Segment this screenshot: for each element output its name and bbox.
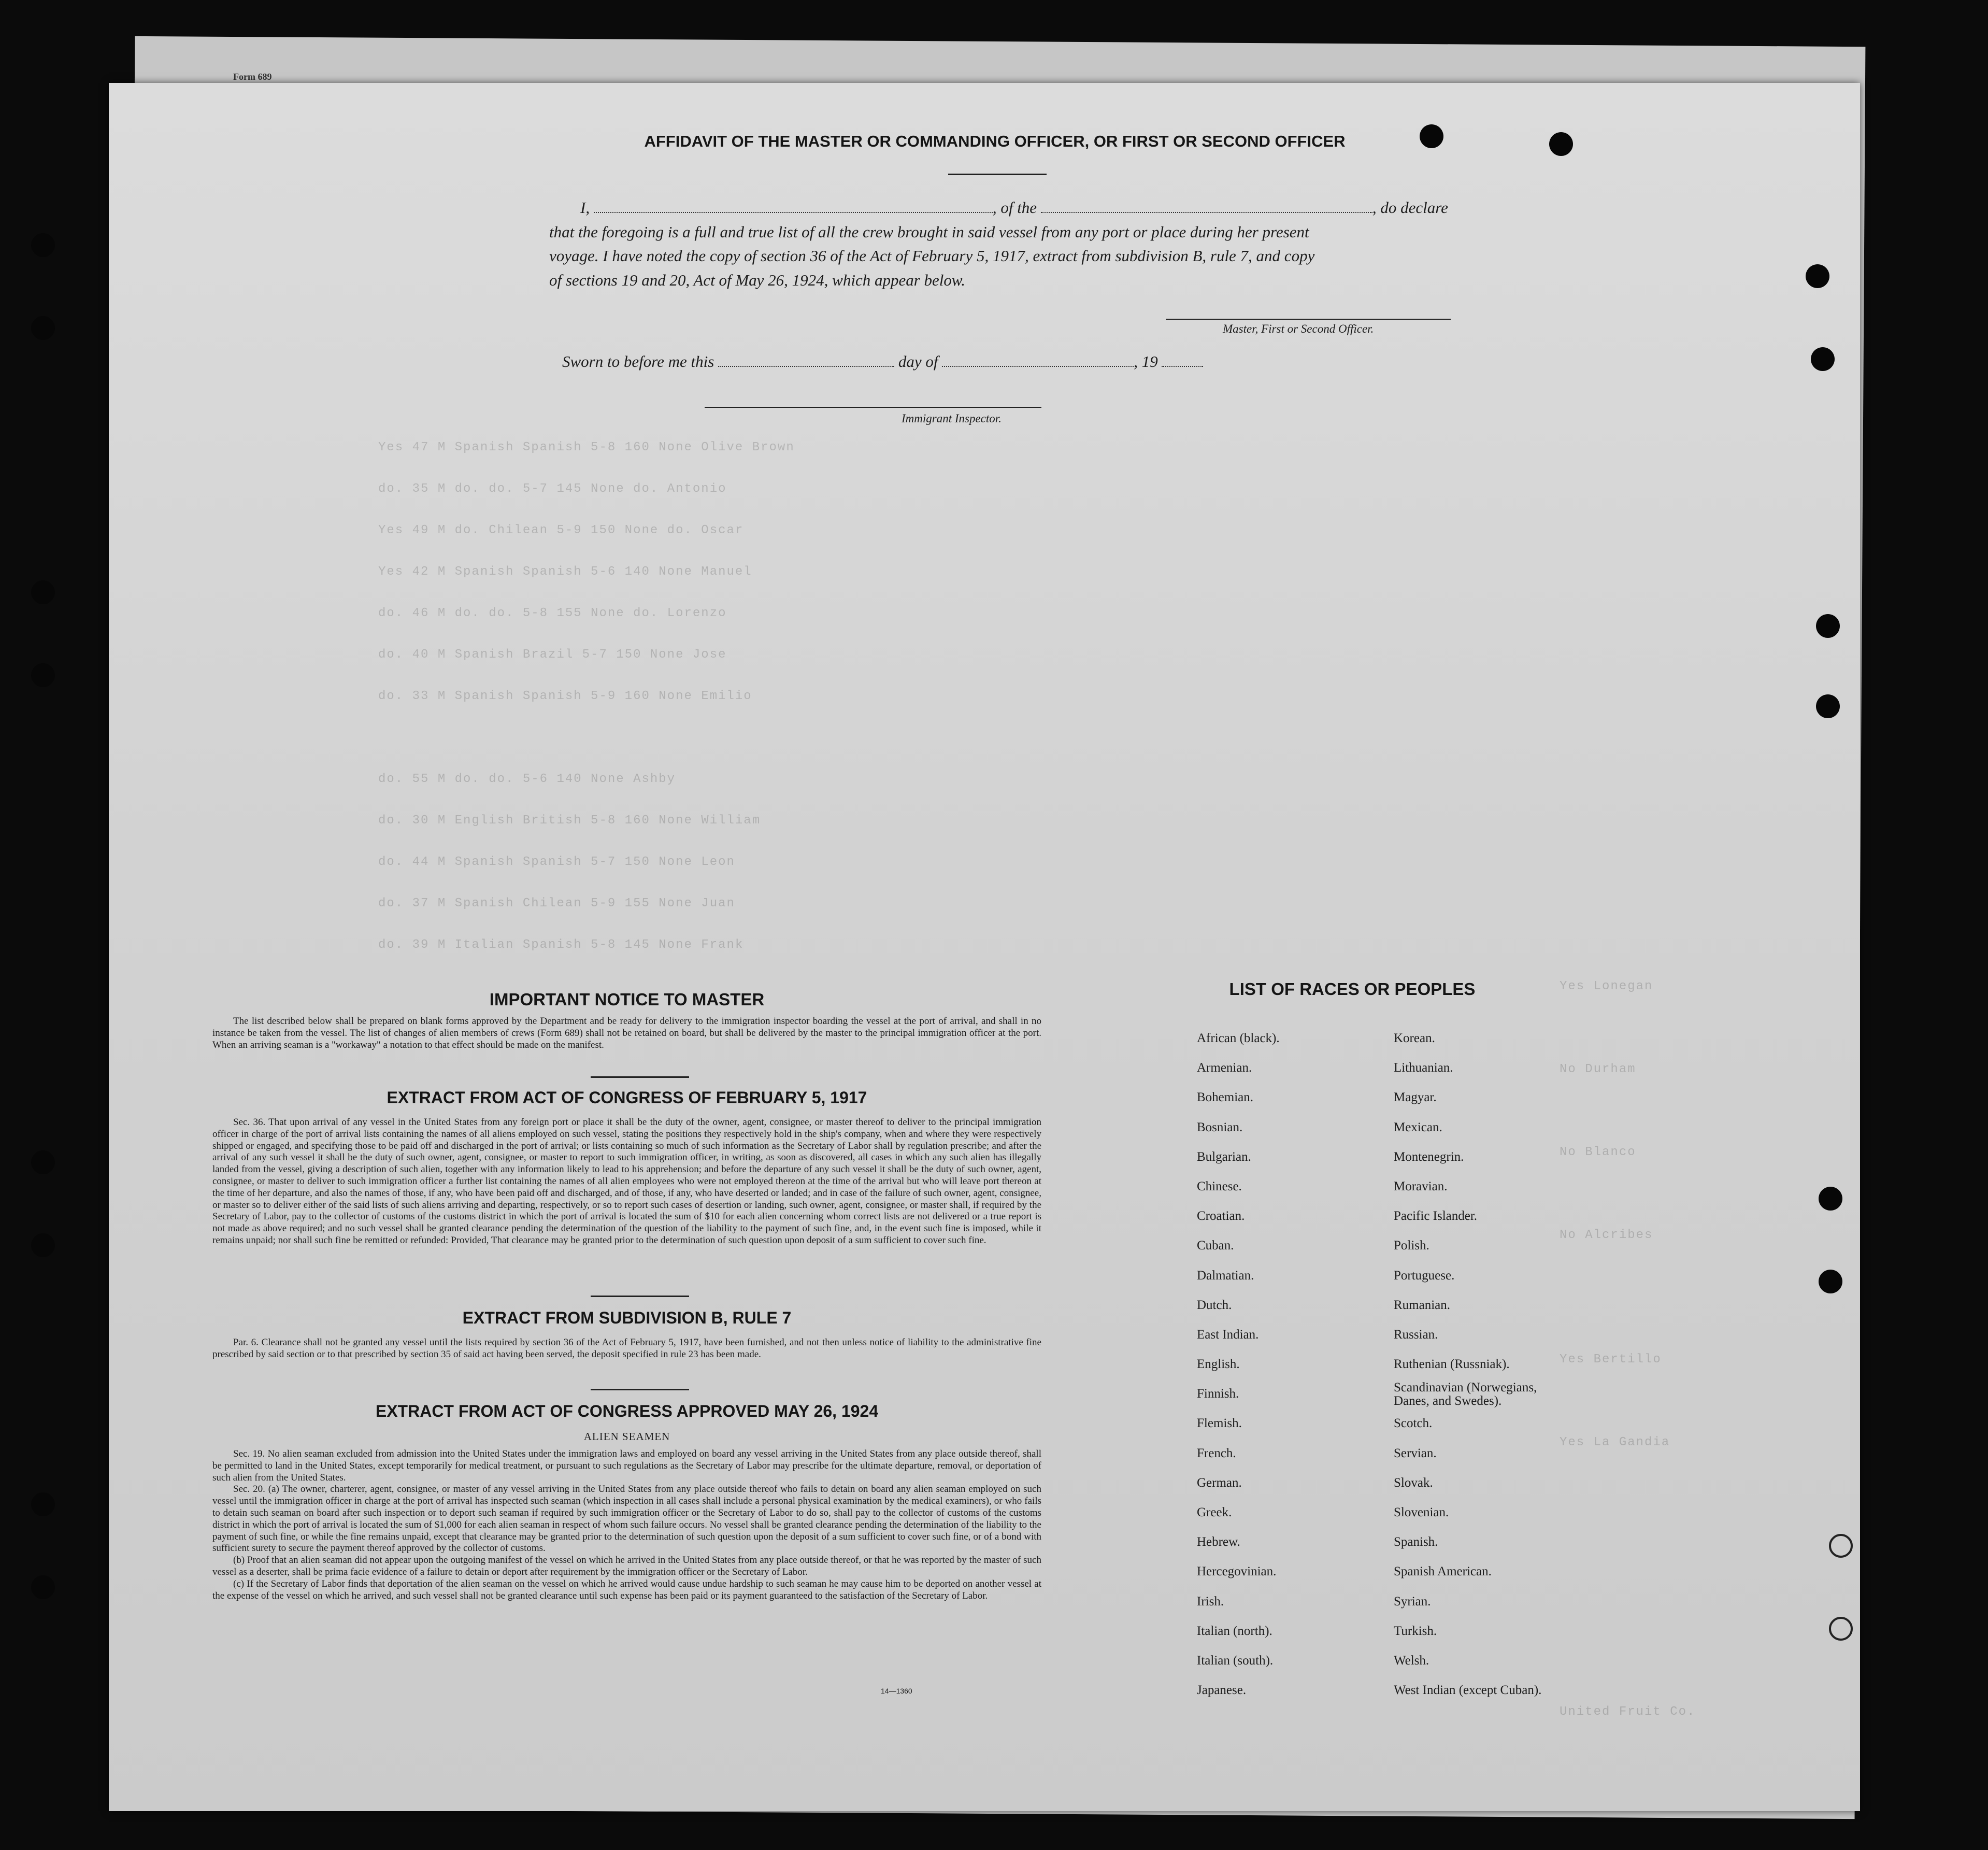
races-title: LIST OF RACES OR PEOPLES: [1229, 979, 1476, 999]
binding-hole: [31, 580, 55, 604]
notice-body: The list described below shall be prepared on blank forms approved by the Department and be ready for delivery to the immigration inspector boarding the vessel at the port of arrival, and shall in no instance be taken from the vessel. The list of changes of alien members of crews (Form 689) shall not be retained on board, but shall be delivered by the master to the principal immigration officer at the port. When an arriving seaman is a "workaway" a notation to that effect should be made on the manifest.: [212, 1016, 1041, 1050]
race-item: German.: [1197, 1475, 1242, 1490]
affidavit-declare: , do declare: [1372, 198, 1448, 217]
race-item: Scandinavian (Norwegians, Danes, and Swedes).: [1394, 1381, 1537, 1408]
subdiv-b-title: EXTRACT FROM SUBDIVISION B, RULE 7: [462, 1308, 792, 1327]
notice-title: IMPORTANT NOTICE TO MASTER: [489, 990, 765, 1009]
title-rule: [948, 174, 1047, 175]
race-item: Portuguese.: [1394, 1268, 1455, 1283]
month-blank: [942, 365, 1134, 367]
binding-hole: [1816, 614, 1840, 638]
race-item: English.: [1197, 1357, 1240, 1372]
binding-hole: [31, 1492, 55, 1516]
section-rule: [591, 1076, 689, 1078]
subdiv-b-body: Par. 6. Clearance shall not be granted any vessel until the lists required by section 36 of the Act of February 5, 1917, have been furnished, and not then unless notice of liability to the administrative fine prescribed by said section or to that prescribed by section 35 of said act having been served, the deposit specified in rule 23 has been made.: [212, 1337, 1041, 1360]
extract-1917-body: Sec. 36. That upon arrival of any vessel in the United States from any foreign port or place it shall be the duty of the owner, agent, consignee, or master thereof to deliver to the principal immigration officer in charge of the port of arrival lists containing the names of all aliens employed on such vessel, stating the positions they respectively hold in the ship's company, when and where they were respectively shipped or engaged, and specifying those to be paid off and discharged in the port of arrival; or lists containing so much of such information as the Secretary of Labor shall by regulation prescribe; and after the arrival of any such vessel it shall be the duty of such owner, agent, consignee, or master to report to such immigration officer, in writing, as soon as discovered, all cases in which any such alien has illegally landed from the vessel, giving a description of such alien, together with any information likely to lead to his apprehension; and before the departure of any such vessel it shall be the duty of such owner, agent, consignee, or master to deliver to such immigration officer a further list containing the names of all alien employees who were not employed thereon at the time of the arrival but who will leave port thereon at the time of her departure, and also the names of those, if any, who have been paid off and discharged, and of those, if any, who have deserted or landed; and in case of the failure of such owner, agent, consignee, or master so to deliver either of the said lists of such aliens arriving and departing, respectively, or so to report such cases of desertion or landing, such owner, agent, consignee, or master shall, if required by the Secretary of Labor, pay to the collector of customs of the customs district in which the port of arrival is located the sum of $10 for each alien concerning whom correct lists are not delivered or a true report is not made as above required; and no such vessel shall be granted clearance pending the determination of the question of the liability to the payment of such fine, and, in the event such fine is imposed, while it remains unpaid; nor shall such fine be remitted or refunded: Provided, That clearance may be granted prior to the determination of such question upon deposit of a sum sufficient to cover such fine.: [212, 1117, 1041, 1246]
races-list-right: [1394, 1023, 1565, 1705]
binding-hole: [31, 1575, 55, 1599]
race-item: Servian.: [1394, 1446, 1437, 1460]
race-item: Russian.: [1394, 1327, 1438, 1342]
binding-hole: [31, 316, 55, 340]
section-rule: [591, 1296, 689, 1297]
binding-hole: [31, 1233, 55, 1257]
binding-hole: [1420, 124, 1443, 148]
master-label: Master, First or Second Officer.: [1223, 322, 1374, 335]
inspector-signature-line: [705, 407, 1041, 408]
section-20a: Sec. 20. (a) The owner, charterer, agent, consignee, or master of any vessel arriving in the United States from any place outside thereof who fails to detain on board any alien seaman employed on such vessel until the immigration officer in charge at the port of arrival has inspected such seaman (which inspection in all cases shall include a personal physical examination by the medical examiners), or who fails to detain such seaman on board after such inspection or to deport such seaman if required by such immigration officer or the Secretary of Labor to do so, shall pay to the collector of customs of the customs district in which the port of arrival is located the sum of $1,000 for each alien seaman in respect of whom such failure occurs. No vessel shall be granted clearance pending the determination of the liability to the payment of such fine, or while the fine remains unpaid, except that clearance may be granted prior to the determination of such question upon the deposit of a sum sufficient to cover such fine, or of a bond with sufficient surety to secure the payment thereof approved by the collector of customs.: [212, 1484, 1041, 1554]
inspector-label: Immigrant Inspector.: [902, 412, 1002, 425]
race-item: Finnish.: [1197, 1387, 1239, 1401]
race-item: Hebrew.: [1197, 1535, 1240, 1549]
year-blank: [1162, 365, 1203, 367]
name-blank: [594, 211, 993, 213]
race-item: Lithuanian.: [1394, 1061, 1453, 1075]
binding-hole: [1819, 1187, 1842, 1211]
year-prefix: , 19: [1134, 352, 1158, 371]
binding-hole: [1816, 694, 1840, 718]
form-number: Form 689: [233, 72, 272, 82]
race-item: Syrian.: [1394, 1594, 1431, 1609]
master-signature-line: [1166, 319, 1451, 320]
affidavit-title: AFFIDAVIT OF THE MASTER OR COMMANDING OFFICER, OR FIRST OR SECOND OFFICER: [644, 132, 1346, 150]
binding-hole: [31, 233, 55, 257]
race-item: Rumanian.: [1394, 1298, 1451, 1312]
race-item: Bohemian.: [1197, 1090, 1254, 1105]
race-item: Scotch.: [1394, 1416, 1433, 1431]
race-item: Japanese.: [1197, 1683, 1247, 1698]
race-item: African (black).: [1197, 1031, 1280, 1045]
extract-1917-title: EXTRACT FROM ACT OF CONGRESS OF FEBRUARY 5, 1917: [387, 1088, 867, 1107]
section-20b: (b) Proof that an alien seaman did not appear upon the outgoing manifest of the vessel on which he arrived in the United States from any place outside thereof, or that he was reported by the master of such vessel as a deserter, shall be prima facie evidence of a failure to detain or deport after requirement by the immigration officer or the Secretary of Labor.: [212, 1555, 1041, 1577]
race-item: Croatian.: [1197, 1209, 1245, 1223]
binding-hole: [1549, 132, 1573, 156]
sworn-line: [562, 350, 1203, 374]
race-item: Spanish American.: [1394, 1564, 1492, 1579]
extract-1924-title: EXTRACT FROM ACT OF CONGRESS APPROVED MAY 26, 1924: [375, 1402, 879, 1420]
race-item: East Indian.: [1197, 1327, 1259, 1342]
race-item: Pacific Islander.: [1394, 1209, 1478, 1223]
race-item: Bosnian.: [1197, 1120, 1243, 1134]
race-item: Montenegrin.: [1394, 1149, 1464, 1164]
section-19: Sec. 19. No alien seaman excluded from admission into the United States under the immigration laws and employed on board any vessel arriving in the United States from any place outside thereof, shall be permitted to land in the United States, except temporarily for medical treatment, or pursuant to such regulations as the Secretary of Labor may prescribe for the ultimate departure, removal, or deportation of such alien from the United States.: [212, 1448, 1041, 1483]
affidavit-line-4: of sections 19 and 20, Act of May 26, 1924, which appear below.: [549, 271, 966, 289]
binding-hole: [1819, 1270, 1842, 1293]
binding-hole: [1829, 1617, 1853, 1641]
race-item: Welsh.: [1394, 1653, 1429, 1668]
affidavit-text: [549, 196, 1575, 292]
race-item: Dutch.: [1197, 1298, 1232, 1312]
race-item: Dalmatian.: [1197, 1268, 1254, 1283]
race-item: Polish.: [1394, 1239, 1429, 1253]
race-item: Turkish.: [1394, 1624, 1437, 1638]
race-item: Korean.: [1394, 1031, 1435, 1045]
race-item: West Indian (except Cuban).: [1394, 1683, 1542, 1698]
binding-hole: [31, 663, 55, 687]
affidavit-of-the: , of the: [992, 198, 1037, 217]
alien-seamen-subtitle: ALIEN SEAMEN: [583, 1430, 670, 1443]
sworn-day-blank: [718, 365, 894, 367]
race-item: Italian (north).: [1197, 1624, 1272, 1638]
vessel-blank: [1041, 211, 1372, 213]
section-rule: [591, 1389, 689, 1390]
extract-1924-body: [212, 1448, 1041, 1602]
race-item: Italian (south).: [1197, 1653, 1274, 1668]
race-item: Slovak.: [1394, 1475, 1433, 1490]
affidavit-line-2: that the foregoing is a full and true list of all the crew brought in said vessel from any port or place during her present: [549, 222, 1309, 241]
race-item: Mexican.: [1394, 1120, 1442, 1134]
binding-hole: [31, 1150, 55, 1174]
race-item: Magyar.: [1394, 1090, 1437, 1105]
binding-hole: [1806, 264, 1829, 288]
races-list-left: [1197, 1023, 1280, 1705]
race-item: Greek.: [1197, 1505, 1232, 1519]
binding-hole: [1829, 1534, 1853, 1558]
race-item: Chinese.: [1197, 1179, 1242, 1193]
binding-hole: [1811, 347, 1835, 371]
race-item: Hercegovinian.: [1197, 1564, 1277, 1579]
affidavit-i: I,: [580, 198, 590, 217]
affidavit-line-3: voyage. I have noted the copy of section 36 of the Act of February 5, 1917, extract from subdivision B, rule 7, and copy: [549, 247, 1315, 265]
race-item: Ruthenian (Russniak).: [1394, 1357, 1510, 1372]
document-page: Yes 47 M Spanish Spanish 5-8 160 None Olive Brown do. 35 M do. do. 5-7 145 None do. Antonio Yes 49 M do. Chilean 5-9 150 None do. Oscar Yes 42 M Spanish Spanish 5-6 140 None Manuel do. 46 M do. do. 5-8 155 None do. Lorenzo do. 40 M Spanish Brazil 5-7 150 None Jose do. 33 M Spanish Spanish 5-9 160 None Emilio do. 55 M do. do. 5-6 140 None Ashby do. 30 M English British 5-8 160 None William do. 44 M Spanish Spanish 5-7 150 None Leon do. 37 M Spanish Chilean 5-9 155 None Juan do. 39 M Italian Spanish 5-8 145 None Frank Yes Lonegan No Durham No Blanco No Alcribes Yes Bertillo Yes La Gandia United Fruit Co. AFFIDAVIT OF THE MASTER OR COMMANDING OFFICER, OR FIRST OR SECOND OFFICER I, , of the , do declare that the foregoing is a full and true list of all the crew brought in said vessel from any port or place during her present voyage. I have noted the copy of section 36 of the Act of February 5, 1917, extract from subdivision B, rule 7, and copy of sections 19 and 20, Act of May 26, 1924, which appear below. Master, First or Second Officer. Sworn to before me this day of , 19 Immigrant Inspector. IMPORTANT NOTICE TO MASTER The list described below shall be prepared on blank forms approved by the Department and be ready for delivery to the immigration inspector boarding the vessel at the port of arrival, and shall in no instance be taken from the vessel. The list of changes of alien members of crews (Form 689) shall not be retained on board, but shall be delivered by the master to the principal immigration officer at the port. When an arriving seaman is a "workaway" a notation to that effect should be made on the manifest. EXTRACT FROM ACT OF CONGRESS OF FEBRUARY 5, 1917 Sec. 36. That upon arrival of any vessel in the United States from any foreign port or place it shall be the duty of the owner, agent, consignee, or master thereof to deliver to the principal immigration officer in charge of the port of arrival lists containing the names of all aliens employed on such vessel, stating the positions they respectively hold in the ship's company, when and where they were respectively shipped or engaged, and specifying those to be paid off and discharged in the port of arrival; or lists containing so much of such information as the Secretary of Labor shall by regulation prescribe; and after the arrival of any such vessel it shall be the duty of such owner, agent, consignee, or master to report to such immigration officer, in writing, as soon as discovered, all cases in which any such alien has illegally landed from the vessel, giving a description of such alien, together with any information likely to lead to his apprehension; and before the departure of any such vessel it shall be the duty of such owner, agent, consignee, or master to deliver to such immigration officer a further list containing the names of all alien employees who were not employed thereon at the time of the arrival but who will leave port thereon at the time of her departure, and also the names of those, if any, who have been paid off and discharged, and of those, if any, who have deserted or landed; and in case of the failure of such owner, agent, consignee, or master so to deliver either of the said lists of such aliens arriving and departing, respectively, or so to report such cases of desertion or landing, such owner, agent, consignee, or master shall, if required by the Secretary of Labor, pay to the collector of customs of the customs district in which the port of arrival is located the sum of $10 for each alien concerning whom correct lists are not delivered or a true report is not made as above required; and no such vessel shall be granted clearance pending the determination of the question of the liability to the payment of such fine, and, in the event such fine is imposed, while it remains unpaid; nor shall such fine be remitted or refunded: Provided, That clearance may be granted prior to the determination of such question upon deposit of a sum sufficient to cover such fine. EXTRACT FROM SUBDIVISION B, RULE 7 Par. 6. Clearance shall not be granted any vessel until the lists required by section 36 of the Act of February 5, 1917, have been furnished, and not then unless notice of liability to the administrative fine prescribed by said section or to that prescribed by section 35 of said act having been served, the deposit specified in rule 23 has been made. EXTRACT FROM ACT OF CONGRESS APPROVED MAY 26, 1924 ALIEN SEAMEN Sec. 19. No alien seaman excluded from admission into the United States under the immigration laws and employed on board any vessel arriving in the United States from any place outside thereof, shall be permitted to land in the United States, except temporarily for medical treatment, or pursuant to such regulations as the Secretary of Labor may prescribe for the ultimate departure, removal, or deportation of such alien from the United States. Sec. 20. (a) The owner, charterer, agent, consignee, or master of any vessel arriving in the United States from any place outside thereof who fails to detain on board any alien seaman employed on such vessel until the immigration officer in charge at the port of arrival has inspected such seaman (which inspection in all cases shall include a personal physical examination by the medical examiners), or who fails to detain such seaman on board after such inspection or to deport such seaman if required by such immigration officer or the Secretary of Labor to do so, shall pay to the collector of customs of the customs district in which the port of arrival is located the sum of $1,000 for each alien seaman in respect of whom such failure occurs. No vessel shall be granted clearance pending the determination of the liability to the payment of such fine, or while the fine remains unpaid, except that clearance may be granted prior to the determination of such question upon the deposit of a sum sufficient to cover such fine, or of a bond with sufficient surety to secure the payment thereof approved by the collector of customs. (b) Proof that an alien seaman did not appear upon the outgoing manifest of the vessel on which he arrived in the United States from any place outside thereof, or that he was reported by the master of such vessel as a deserter, shall be prima facie evidence of a failure to detain or deport after requirement by the immigration officer or the Secretary of Labor. (c) If the Secretary of Labor finds that deportation of the alien seaman on the vessel on which he arrived would cause undue hardship to such seaman he may cause him to be deported on another vessel at the expense of the vessel on which he arrived, and such vessel shall not be granted clearance until such expense has been paid or its payment guaranteed to the satisfaction of the Secretary of Labor. 14—1360 LIST OF RACES OR PEOPLES African (black). Armenian. Bohemian. Bosnian. Bulgarian. Chinese. Croatian. Cuban. Dalmatian. Dutch. East Indian. English. Finnish. Flemish. French. German. Greek. Hebrew. Hercegovinian. Irish. Italian (north). Italian (south). Japanese. Korean. Lithuanian. Magyar. Mexican. Montenegrin. Moravian. Pacific Islander. Polish. Portuguese. Rumanian. Russian. Ruthenian (Russniak). Scandinavian (Norwegians, Danes, and Swedes). Scotch. Servian. Slovak. Slovenian. Spanish. Spanish American. Syrian. Turkish. Welsh. West Indian (except Cuban).: [109, 83, 1860, 1811]
race-item: Moravian.: [1394, 1179, 1448, 1193]
race-item: Spanish.: [1394, 1535, 1438, 1549]
sworn-text: Sworn to before me this: [562, 352, 714, 371]
race-item: Cuban.: [1197, 1239, 1234, 1253]
day-of-text: day of: [898, 352, 938, 371]
race-item: Armenian.: [1197, 1061, 1252, 1075]
printer-code: 14—1360: [881, 1687, 912, 1695]
race-item: Flemish.: [1197, 1416, 1242, 1431]
race-item: Bulgarian.: [1197, 1149, 1251, 1164]
section-20c: (c) If the Secretary of Labor finds that deportation of the alien seaman on the vessel on which he arrived would cause undue hardship to such seaman he may cause him to be deported on another vessel at the expense of the vessel on which he arrived, and such vessel shall not be granted clearance until such expense has been paid or its payment guaranteed to the satisfaction of the Secretary of Labor.: [212, 1578, 1041, 1601]
race-item: Irish.: [1197, 1594, 1224, 1609]
race-item: French.: [1197, 1446, 1236, 1460]
race-item: Slovenian.: [1394, 1505, 1449, 1519]
